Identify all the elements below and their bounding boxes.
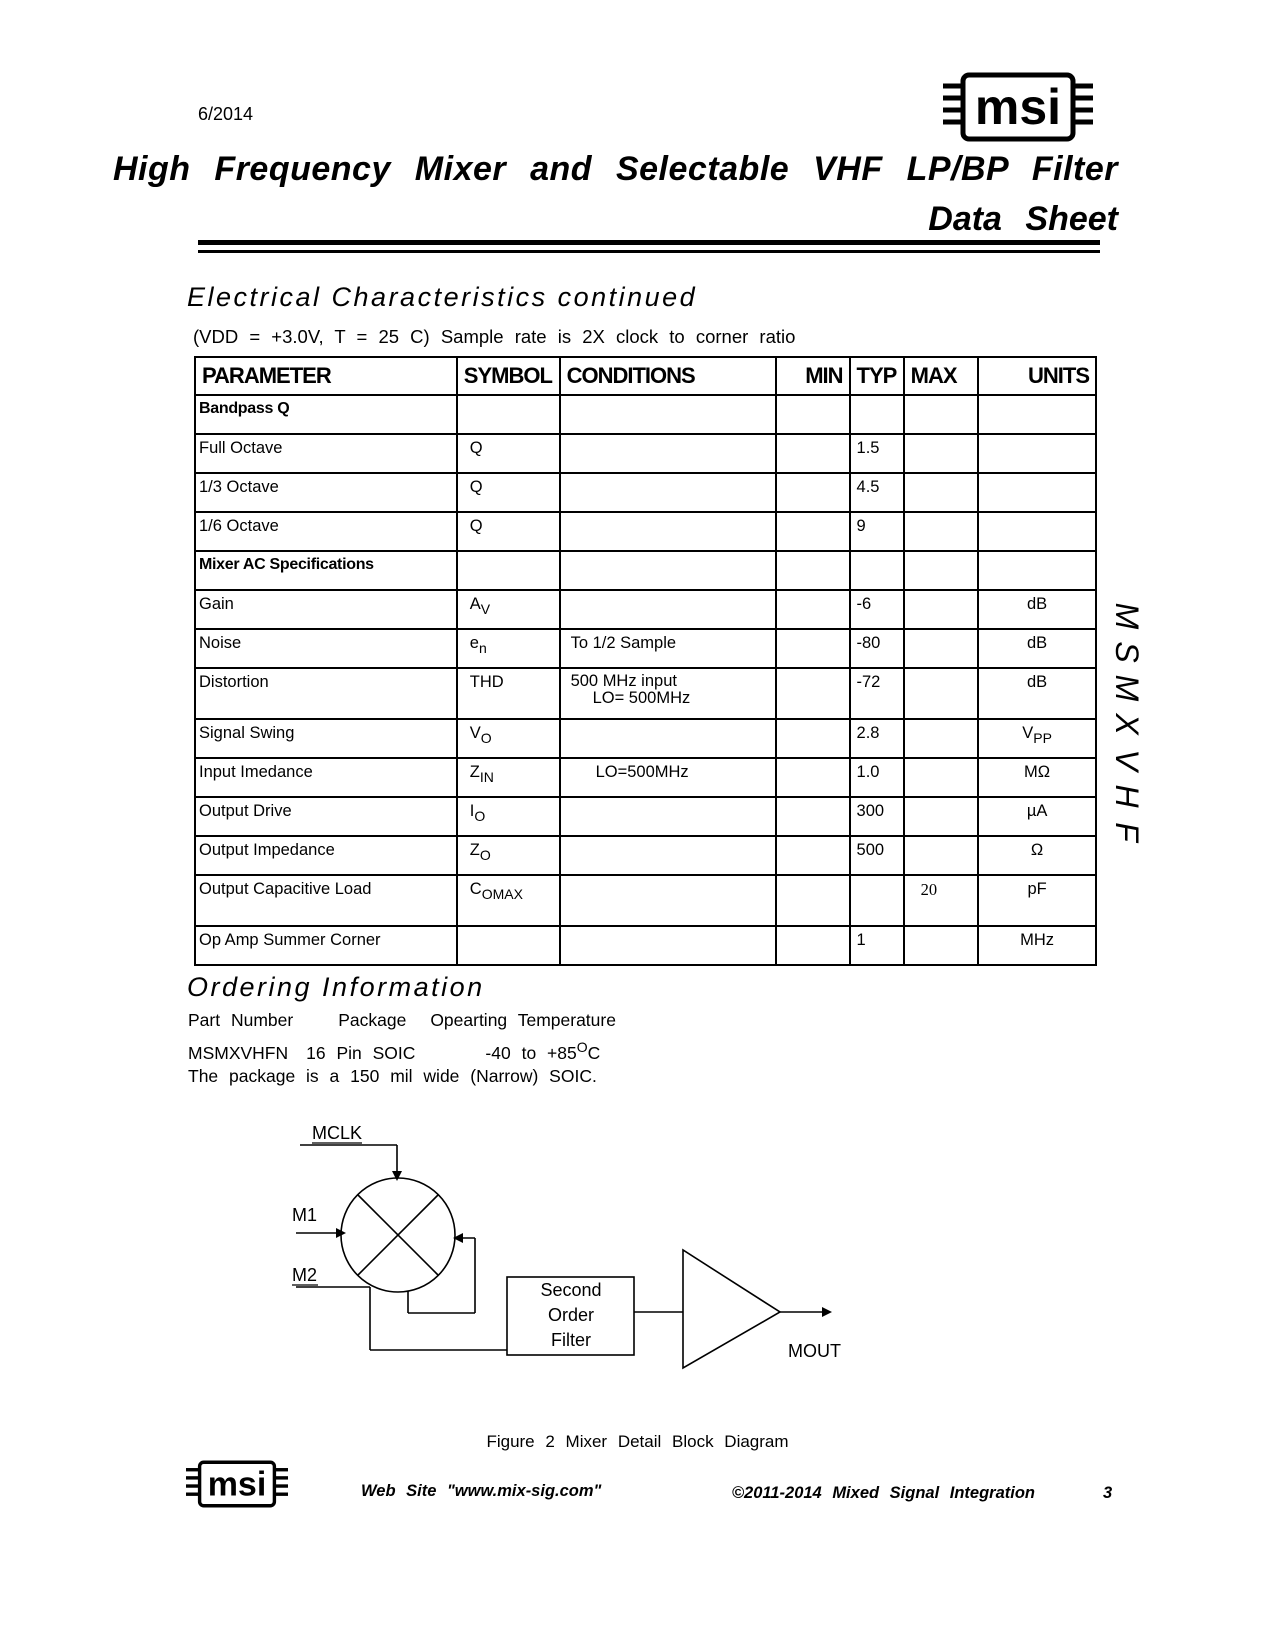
footer-copyright: ©2011-2014 Mixed Signal Integration bbox=[731, 1484, 1035, 1502]
document-title-line1: High Frequency Mixer and Selectable VHF LP/BP Filter bbox=[112, 150, 1118, 188]
table-row: Output Capacitive Load $C_{OMAX}$ 20 pF bbox=[195, 875, 1096, 926]
side-label-letter: V bbox=[1109, 749, 1145, 771]
table-row: Output Impedance $Z_O$ 500 Ω bbox=[195, 836, 1096, 875]
table-header bbox=[195, 357, 1096, 395]
group-label: Mixer AC Specifications bbox=[195, 551, 457, 590]
side-label-letter: M bbox=[1109, 674, 1145, 702]
table-row bbox=[195, 395, 1096, 434]
electrical-table bbox=[194, 356, 1097, 966]
svg-text:msi: msi bbox=[207, 1465, 267, 1504]
col-max: MAX bbox=[904, 357, 979, 395]
filter-label-3: Filter bbox=[551, 1330, 591, 1350]
col-min: MIN bbox=[776, 357, 849, 395]
ordering-part-row: MSMXVHFN 16 Pin SOIC -40 to $+85^OC$ bbox=[188, 1039, 601, 1063]
footer-website: Web Site "www.mix-sig.com" bbox=[361, 1482, 602, 1500]
group-label: Bandpass Q bbox=[195, 395, 457, 434]
document-date: 6/2014 bbox=[198, 104, 254, 124]
col-typ: TYP bbox=[850, 357, 904, 395]
ordering-header-row: Part Number Package Opearting Temperature bbox=[188, 1010, 616, 1030]
msi-logo bbox=[943, 72, 1093, 142]
table-row: Gain $A_V$ -6 dB bbox=[195, 590, 1096, 629]
table-row: Input Imedance $Z_{IN}$ LO=500MHz 1.0 MΩ bbox=[195, 758, 1096, 797]
table-row: 1/6 Octave Q 9 bbox=[195, 512, 1096, 551]
side-label-letter: H bbox=[1109, 784, 1145, 808]
mout-label: MOUT bbox=[788, 1341, 841, 1361]
page-number: 3 bbox=[1103, 1484, 1113, 1502]
header-rule-thin bbox=[198, 250, 1100, 253]
side-label-letter: S bbox=[1109, 641, 1145, 663]
table-row: 1/3 Octave Q 4.5 bbox=[195, 473, 1096, 512]
table-row: Distortion THD 500 MHz input LO= 500MHz -72 dB bbox=[195, 668, 1096, 719]
filter-label-1: Second bbox=[540, 1280, 602, 1300]
col-units: UNITS bbox=[978, 357, 1096, 395]
mixer-block-diagram bbox=[290, 1125, 890, 1415]
svg-text:msi: msi bbox=[974, 79, 1062, 135]
side-label-letter: F bbox=[1109, 822, 1145, 842]
side-label-letter: X bbox=[1109, 713, 1145, 735]
side-label-letter: M bbox=[1109, 602, 1145, 630]
table-row: Signal Swing $V_O$ 2.8 $V_{PP}$ bbox=[195, 719, 1096, 758]
col-parameter: PARAMETER bbox=[195, 357, 457, 395]
table-row: Noise $e_n$ To 1/2 Sample -80 dB bbox=[195, 629, 1096, 668]
filter-label-2: Order bbox=[547, 1305, 595, 1325]
side-part-label bbox=[1107, 598, 1147, 850]
package-note: The package is a 150 mil wide (Narrow) SOIC. bbox=[188, 1066, 597, 1086]
table-row bbox=[195, 551, 1096, 590]
header-rule bbox=[198, 240, 1100, 245]
ordering-heading: Ordering Information bbox=[187, 972, 485, 1002]
table-row: Op Amp Summer Corner 1 MHz bbox=[195, 926, 1096, 965]
table-row: Output Drive $I_O$ 300 µA bbox=[195, 797, 1096, 836]
electrical-heading: Electrical Characteristics continued bbox=[187, 282, 698, 312]
document-title-line2: Data Sheet bbox=[928, 200, 1118, 238]
col-conditions: CONDITIONS bbox=[560, 357, 776, 395]
mclk-label: MCLK bbox=[312, 1125, 363, 1143]
m2-label: M2 bbox=[292, 1265, 318, 1285]
figure-caption: Figure 2 Mixer Detail Block Diagram bbox=[486, 1432, 789, 1451]
table-row: Full Octave Q 1.5 bbox=[195, 434, 1096, 473]
msi-footer-logo bbox=[186, 1458, 288, 1510]
test-conditions: (VDD = +3.0V, T = 25 C) Sample rate is 2X clock to corner ratio bbox=[193, 326, 796, 347]
m1-label: M1 bbox=[292, 1205, 318, 1225]
col-symbol: SYMBOL bbox=[457, 357, 560, 395]
